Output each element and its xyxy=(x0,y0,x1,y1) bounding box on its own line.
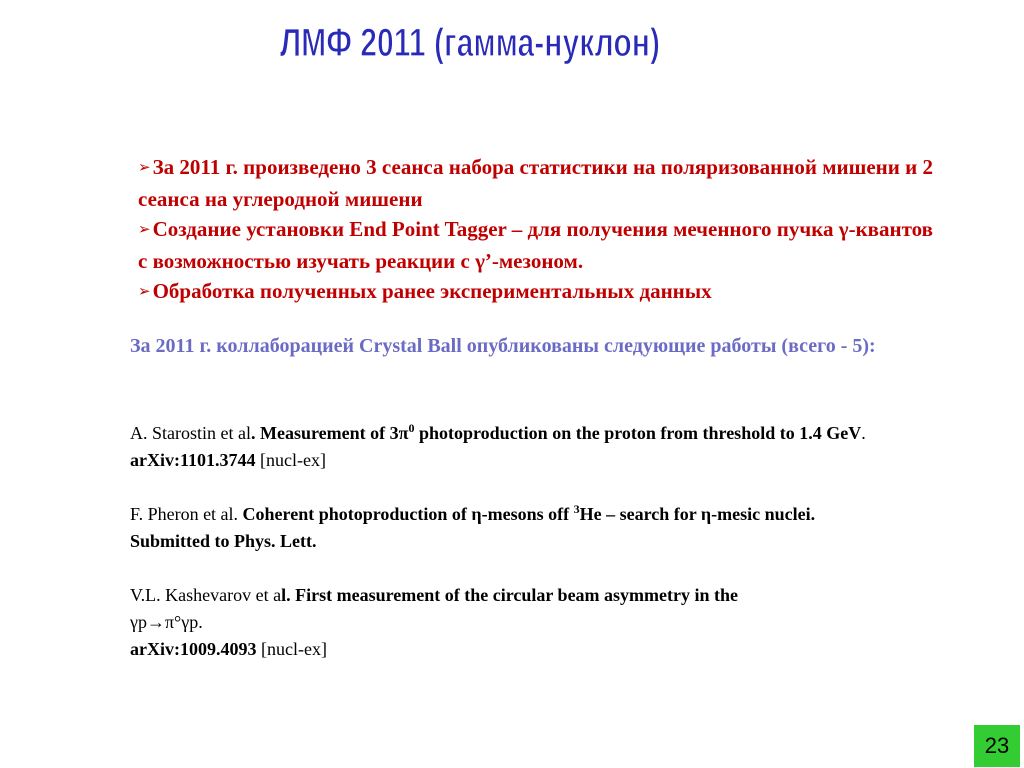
publications-heading: За 2011 г. коллаборацией Crystal Ball опубликованы следующие работы (всего - 5): xyxy=(130,335,876,357)
publication-item xyxy=(130,420,930,474)
pub-title-sup: 0 xyxy=(408,421,415,435)
arrow-bullet-icon: ➢ xyxy=(138,220,151,238)
bullet-item xyxy=(138,214,938,276)
pub-title: l. First measurement of the circular beam asymmetry in the xyxy=(281,585,739,605)
bullet-item xyxy=(138,276,938,308)
pub-title: Coherent photoproduction of η-mesons off xyxy=(242,504,574,524)
publication-list xyxy=(130,420,930,690)
slide-title xyxy=(270,6,670,68)
pub-arxiv-category: [nucl-ex] xyxy=(256,639,327,659)
pub-title-sup: 3 xyxy=(573,502,580,516)
pub-journal-status: Submitted to Phys. Lett. xyxy=(130,531,317,551)
bullet-text: Создание установки End Point Tagger – для получения меченного пучка γ-квантов с возможностью изучать реакции с γ’-мезоном. xyxy=(138,217,933,273)
pub-arxiv-category: [nucl-ex] xyxy=(255,450,326,470)
pub-arxiv-id: arXiv:1009.4093 xyxy=(130,639,257,659)
pub-authors: V.L. Kashevarov et a xyxy=(130,585,282,605)
pub-title: He – search for η-mesic nuclei. xyxy=(579,504,816,524)
pub-authors: F. Pheron et al. xyxy=(130,504,243,524)
bullet-text: Обработка полученных ранее экспериментальных данных xyxy=(152,279,712,303)
pub-title: . Measurement of 3π xyxy=(250,423,409,443)
publication-item xyxy=(130,501,930,555)
pub-arxiv-id: arXiv:1101.3744 xyxy=(130,450,256,470)
page-number-badge: 23 xyxy=(974,725,1020,767)
slide-title-wordart xyxy=(270,6,670,68)
arrow-bullet-icon: ➢ xyxy=(138,282,151,300)
arrow-bullet-icon: ➢ xyxy=(138,158,151,176)
bullet-text: За 2011 г. произведено 3 сеанса набора статистики на поляризованной мишени и 2 сеанса на углеродной мишени xyxy=(138,155,933,211)
slide-title-text: ЛМФ 2011 (гамма-нуклон) xyxy=(280,21,660,65)
bullet-item xyxy=(138,152,938,214)
pub-reaction: γp→π°γp. xyxy=(130,612,203,632)
pub-authors: A. Starostin et al xyxy=(130,423,251,443)
pub-title: photoproduction on the proton from threshold to 1.4 GeV xyxy=(414,423,862,443)
pub-title-end: . xyxy=(861,423,866,443)
bullet-list xyxy=(138,152,938,308)
publication-item xyxy=(130,582,930,663)
